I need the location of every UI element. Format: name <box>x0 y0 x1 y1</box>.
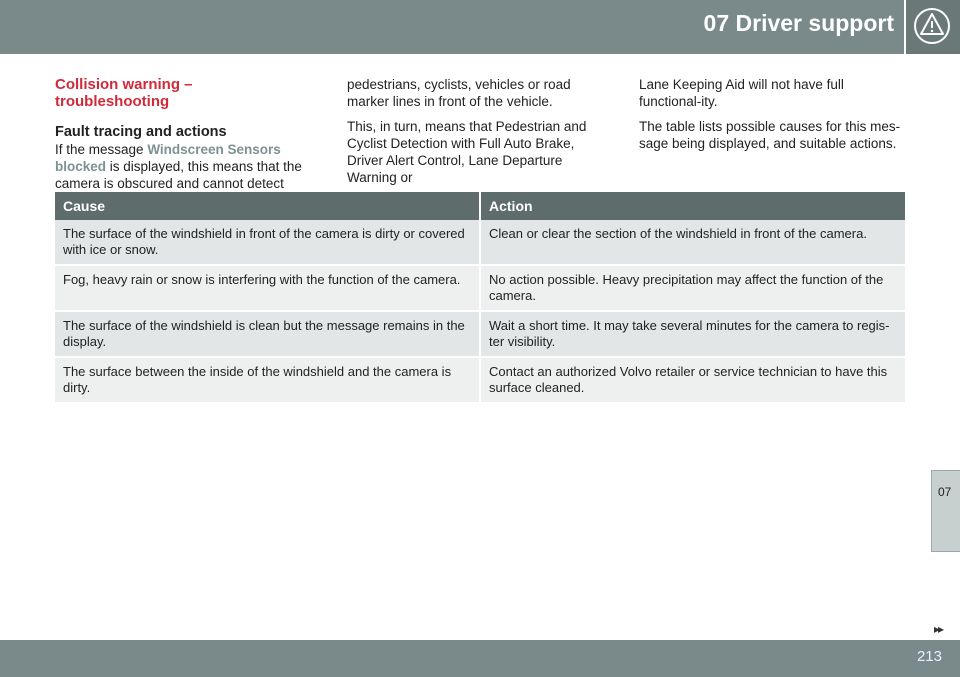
subheading: Fault tracing and actions <box>55 124 227 140</box>
chapter-title: 07 Driver support <box>703 10 894 36</box>
intro-text-after: is displayed, this means that the camera is obscured and cannot detect <box>55 159 302 191</box>
paragraph: The table lists possible causes for this mes-sage being displayed, and suitable actions. <box>639 119 901 151</box>
table-row <box>55 265 905 311</box>
intro-paragraph <box>55 141 305 192</box>
table-row <box>55 220 905 265</box>
paragraph: pedestrians, cyclists, vehicles or road marker lines in front of the vehicle. <box>347 77 571 109</box>
cause-cell: The surface of the windshield in front of the camera is dirty or covered with ice or snow. <box>55 220 480 265</box>
chapter-side-tab[interactable] <box>931 470 960 552</box>
cause-cell: The surface between the inside of the windshield and the camera is dirty. <box>55 357 480 403</box>
action-cell: Contact an authorized Volvo retailer or service technician to have this surface cleaned. <box>480 357 905 403</box>
table-row <box>55 357 905 403</box>
paragraph: This, in turn, means that Pedestrian and Cyclist Detection with Full Auto Brake, Driver Alert Control, Lane Departure Warning or <box>347 119 587 185</box>
side-tab-label: 07 <box>938 485 952 499</box>
action-cell: Clean or clear the section of the windshield in front of the camera. <box>480 220 905 265</box>
column-1 <box>55 76 305 200</box>
troubleshooting-table <box>55 192 905 404</box>
cause-cell: The surface of the windshield is clean but the message remains in the display. <box>55 311 480 357</box>
intro-text-before: If the message <box>55 142 148 157</box>
footer-bar <box>0 640 960 677</box>
column-header-action: Action <box>480 192 905 220</box>
action-cell: No action possible. Heavy precipitation may affect the function of the camera. <box>480 265 905 311</box>
paragraph: Lane Keeping Aid will not have full functional-ity. <box>639 77 844 109</box>
chapter-header-bar <box>0 0 960 54</box>
next-page-arrows-icon[interactable]: ▸▸ <box>933 622 942 636</box>
column-3 <box>639 76 904 160</box>
cause-cell: Fog, heavy rain or snow is interfering with the function of the camera. <box>55 265 480 311</box>
column-2 <box>347 76 612 194</box>
section-title: Collision warning – troubleshooting <box>55 76 193 110</box>
warning-triangle-icon <box>912 6 952 46</box>
chapter-icon-box <box>904 0 960 54</box>
page-number: 213 <box>916 648 942 665</box>
table-row <box>55 311 905 357</box>
message-name: Windscreen Sensors blocked <box>55 142 281 174</box>
column-header-cause: Cause <box>55 192 480 220</box>
action-cell: Wait a short time. It may take several minutes for the camera to regis-ter visibility. <box>480 311 905 357</box>
table-header-row <box>55 192 905 220</box>
